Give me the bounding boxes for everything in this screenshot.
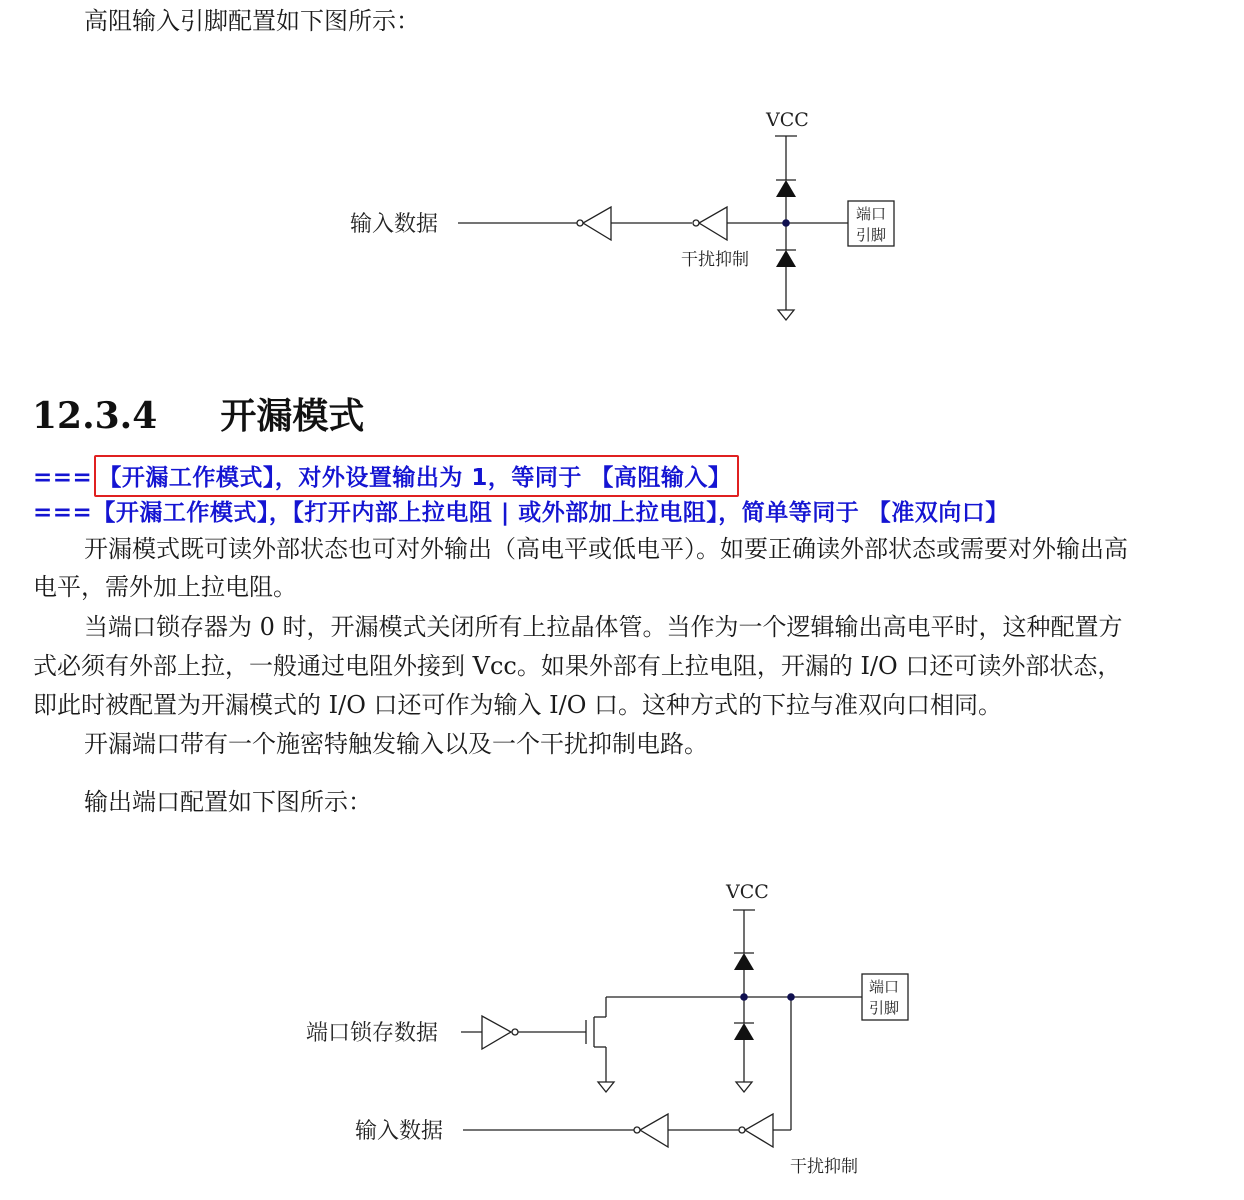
input-data-label: 输入数据 — [350, 212, 439, 237]
diode-lower — [734, 1023, 754, 1040]
note-line-1 — [33, 455, 739, 497]
vcc-label: VCC — [766, 109, 809, 131]
port-pin-label-line2: 引脚 — [856, 226, 887, 244]
paragraph-2-line-1: 当端口锁存器为 0 时，开漏模式关闭所有上拉晶体管。当作为一个逻辑输出高电平时，这种配置方 — [84, 613, 1123, 641]
junction-node-1 — [740, 993, 748, 1001]
section-title: 开漏模式 — [220, 395, 365, 437]
diode-upper — [734, 953, 754, 970]
paragraph-4: 输出端口配置如下图所示： — [84, 788, 372, 816]
interference-suppression-label: 干扰抑制 — [681, 250, 749, 270]
high-impedance-input-diagram — [0, 95, 1244, 335]
section-number: 12.3.4 — [32, 395, 158, 437]
port-pin-label-line1: 端口 — [856, 205, 887, 223]
paragraph-1-line-1: 开漏模式既可读外部状态也可对外输出（高电平或低电平）。如要正确读外部状态或需要对外输出高 — [84, 535, 1128, 563]
port-pin-label-line2: 引脚 — [869, 999, 900, 1017]
interference-suppression-label: 干扰抑制 — [790, 1157, 858, 1177]
port-latch-data-label: 端口锁存数据 — [306, 1021, 439, 1046]
open-drain-output-diagram — [0, 870, 1244, 1200]
diode-upper — [776, 180, 796, 197]
highlighted-note: 【开漏工作模式】，对外设置输出为 1，等同于 【高阻输入】 — [94, 455, 739, 497]
intro-high-impedance: 高阻输入引脚配置如下图所示： — [84, 7, 420, 35]
paragraph-3: 开漏端口带有一个施密特触发输入以及一个干扰抑制电路。 — [84, 730, 708, 758]
vcc-label: VCC — [726, 881, 769, 903]
paragraph-2-line-3: 即此时被配置为开漏模式的 I/O 口还可作为输入 I/O 口。这种方式的下拉与准双向口相同。 — [33, 691, 1002, 719]
input-data-label: 输入数据 — [355, 1119, 444, 1144]
paragraph-2-line-2: 式必须有外部上拉，一般通过电阻外接到 Vcc。如果外部有上拉电阻，开漏的 I/O 口还可读外部状态， — [33, 652, 1122, 680]
diode-lower — [776, 250, 796, 267]
paragraph-1-line-2: 电平，需外加上拉电阻。 — [33, 573, 297, 601]
note-line-1-prefix: === — [33, 465, 93, 491]
note-line-2: ===【开漏工作模式】，【打开内部上拉电阻 | 或外部加上拉电阻】，简单等同于 【准双向口】 — [33, 500, 1009, 526]
junction-node-2 — [787, 993, 795, 1001]
junction-node — [782, 219, 790, 227]
section-heading — [32, 388, 364, 439]
port-pin-label-line1: 端口 — [869, 978, 900, 996]
